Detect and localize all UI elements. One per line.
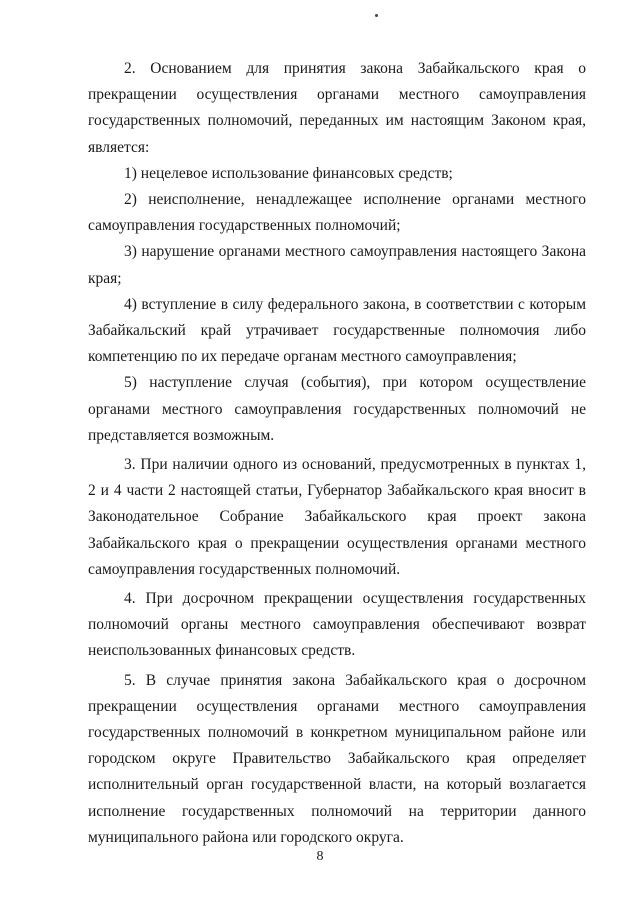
list-item-4: 4) вступление в силу федерального закона, в соответствии с которым Забайкальский край утрачивает государственные полномочия либо компетенцию по их передаче органам местного самоуправления; [88,295,586,366]
list-item-3: 3) нарушение органами местного самоуправления настоящего Закона края; [88,243,586,287]
paragraph-2: 2. Основанием для принятия закона Забайкальского края о прекращении осуществления органами местного самоуправления государственных полномочий, переданных им настоящим Законом края, является: [88,60,586,156]
scan-dot-mark [375,14,378,17]
paragraph-5: 5. В случае принятия закона Забайкальского края о досрочном прекращении осуществления органами местного самоуправления государственных полномочий в конкретном муниципальном районе или городском округе Правительство Забайкальского края определяет исполнительный орган государственной власти, на который возлагается исполнение государственных полномочий на территории данного муниципального района или городского округа. [88,671,586,846]
document-body [88,56,586,851]
paragraph-3: 3. При наличии одного из оснований, предусмотренных в пунктах 1, 2 и 4 части 2 настоящей статьи, Губернатор Забайкальского края вносит в Законодательное Собрание Забайкальского края проект закона Забайкальского края о прекращении осуществления органами местного самоуправления государственных полномочий. [88,456,586,578]
paragraph-4: 4. При досрочном прекращении осуществления государственных полномочий органы местного самоуправления обеспечивают возврат неиспользованных финансовых средств. [88,590,586,660]
page-number: 8 [316,849,324,864]
list-item-1: 1) нецелевое использование финансовых средств; [124,164,453,182]
list-item-2: 2) неисполнение, ненадлежащее исполнение органами местного самоуправления государственных полномочий; [88,191,586,235]
list-item-5: 5) наступление случая (события), при котором осуществление органами местного самоуправления государственных полномочий не представляется возможным. [88,374,586,444]
